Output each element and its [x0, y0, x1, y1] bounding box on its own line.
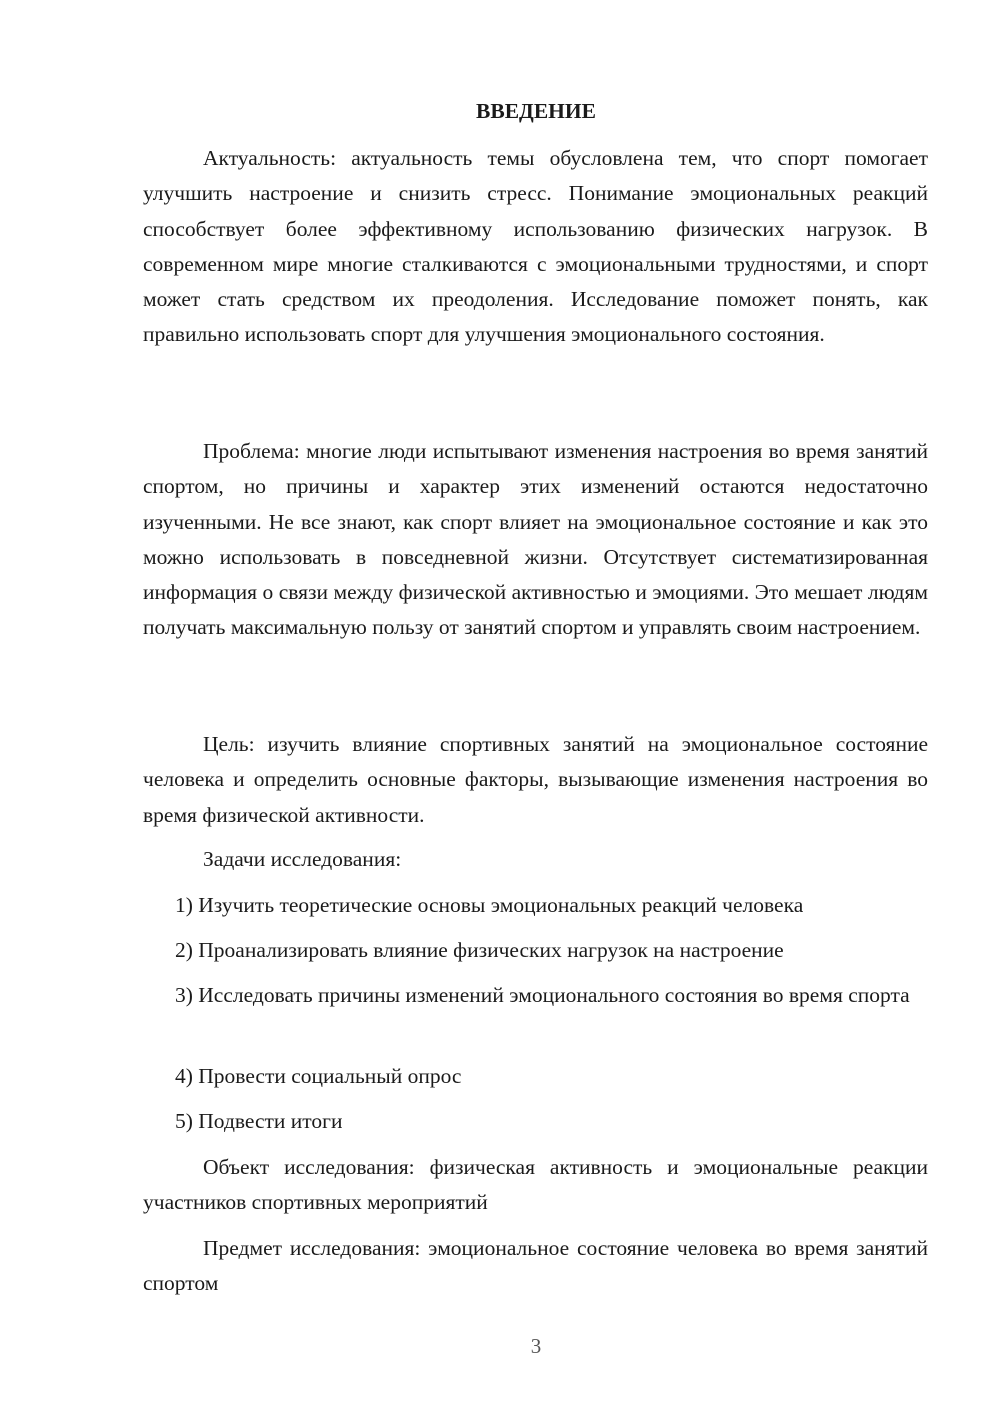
- task-item-2: 2) Проанализировать влияние физических нагрузок на настроение: [175, 938, 784, 962]
- task-item-3: 3) Исследовать причины изменений эмоционального состояния во время спорта: [175, 983, 910, 1007]
- task-item-5: 5) Подвести итоги: [175, 1109, 343, 1133]
- paragraph-tasks-heading: Задачи исследования:: [203, 847, 402, 871]
- paragraph-object: Объект исследования: физическая активность и эмоциональные реакции участников спортивных мероприятий: [143, 1155, 928, 1215]
- paragraph-goal: Цель: изучить влияние спортивных занятий на эмоциональное состояние человека и определить основные факторы, вызывающие изменения настроения во время физической активности.: [143, 732, 928, 827]
- section-title: ВВЕДЕНИЕ: [476, 99, 596, 123]
- paragraph-subject: Предмет исследования: эмоциональное состояние человека во время занятий спортом: [143, 1236, 928, 1296]
- page-number: 3: [530, 1334, 542, 1358]
- paragraph-problem: Проблема: многие люди испытывают изменения настроения во время занятий спортом, но причины и характер этих изменений остаются недостаточно изученными. Не все знают, как спорт влияет на эмоциональное состояние и как это можно использовать в повседневной жизни. Отсутствует систематизированная информация о связи между физической активностью и эмоциями. Это мешает людям получать максимальную пользу от занятий спортом и управлять своим настроением.: [143, 439, 928, 640]
- paragraph-relevance: Актуальность: актуальность темы обусловлена тем, что спорт помогает улучшить настроение и снизить стресс. Понимание эмоциональных реакций способствует более эффективному использованию физических нагрузок. В современном мире многие сталкиваются с эмоциональными трудностями, и спорт может стать средством их преодоления. Исследование поможет понять, как правильно использовать спорт для улучшения эмоционального состояния.: [143, 146, 928, 347]
- task-item-4: 4) Провести социальный опрос: [175, 1064, 462, 1088]
- task-item-1: 1) Изучить теоретические основы эмоциональных реакций человека: [175, 893, 804, 917]
